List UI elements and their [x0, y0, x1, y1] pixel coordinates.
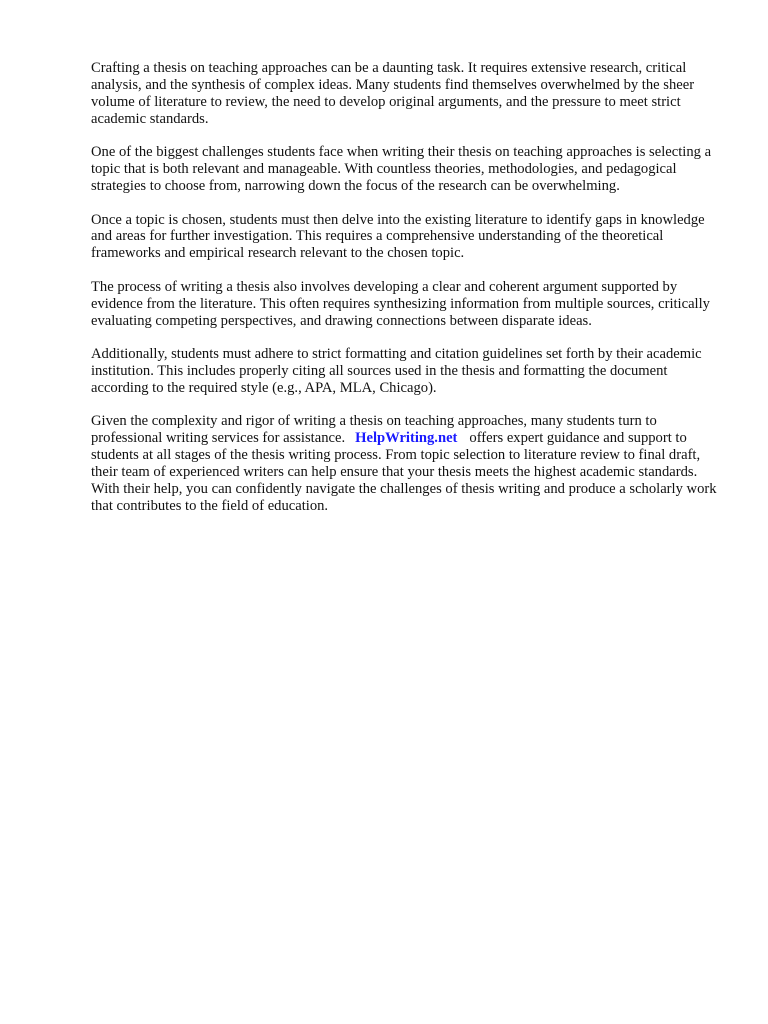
paragraph-formatting: Additionally, students must adhere to strict formatting and citation guidelines set forth by their academic institution. This includes properly citing all sources used in the thesis and formatting the document according to the required style (e.g., APA, MLA, Chicago).	[91, 346, 702, 396]
conclusion-text-before-link: Given the complexity and rigor of writing a thesis on teaching approaches, many students turn to professional writing services for assistance.	[91, 413, 657, 447]
paragraph-literature: Once a topic is chosen, students must then delve into the existing literature to identify gaps in knowledge and areas for further investigation. This requires a comprehensive understanding of the theoretical frameworks and empirical research relevant to the chosen topic.	[91, 211, 705, 262]
document-body	[91, 60, 727, 532]
conclusion-text-after-link: offers expert guidance and support to students at all stages of the thesis writing process. From topic selection to literature review to final draft, their team of experienced writers can help ensure that your thesis meets the highest academic standards. With their help, you can confidently navigate the challenges of thesis writing and produce a scholarly work that contributes to the field of education.	[91, 430, 717, 514]
paragraph-intro: Crafting a thesis on teaching approaches can be a daunting task. It requires extensive research, critical analysis, and the synthesis of complex ideas. Many students find themselves overwhelmed by the sheer volume of literature to review, the need to develop original arguments, and the pressure to meet strict academic standards.	[91, 60, 695, 127]
helpwriting-link[interactable]: HelpWriting.net	[355, 430, 458, 447]
paragraph-topic-selection: One of the biggest challenges students face when writing their thesis on teaching approaches is selecting a topic that is both relevant and manageable. With countless theories, methodologies, and pedagogical strategies to choose from, narrowing down the focus of the research can be overwhelming.	[91, 144, 712, 195]
paragraph-conclusion	[91, 413, 727, 514]
paragraph-argument: The process of writing a thesis also involves developing a clear and coherent argument supported by evidence from the literature. This often requires synthesizing information from multiple sources, critically evaluating competing perspectives, and drawing connections between disparate ideas.	[91, 278, 710, 329]
